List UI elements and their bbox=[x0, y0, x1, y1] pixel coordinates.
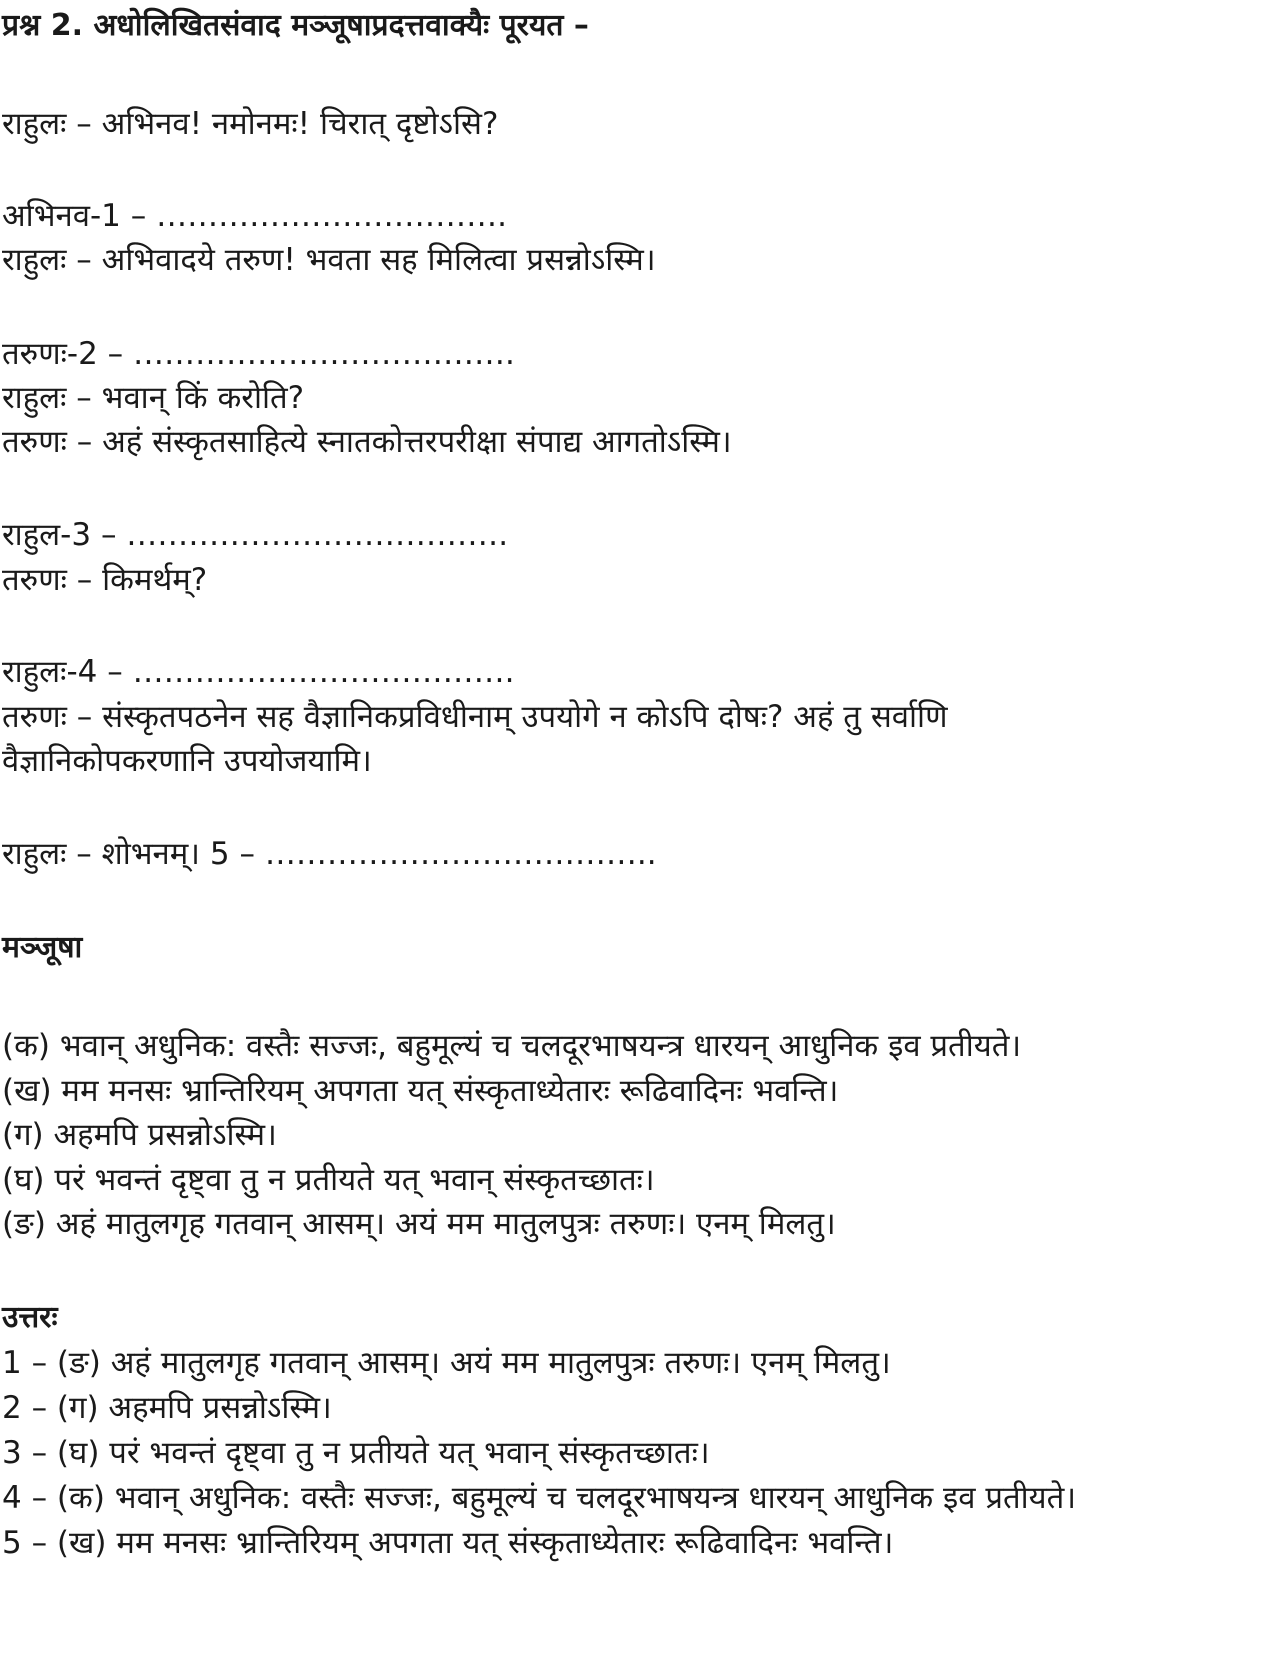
dialogue-blank-line: तरुणः-2 – ………………………………. bbox=[2, 336, 515, 372]
dialogue-blank-line: राहुलः-4 – ………………………………. bbox=[2, 654, 515, 690]
dialogue-line: तरुणः – अहं संस्कृतसाहित्ये स्नातकोत्तरपरीक्षा संपाद्य आगतोऽस्मि। bbox=[2, 424, 732, 460]
question-title: प्रश्न 2. अधोलिखितसंवाद मञ्जूषाप्रदत्तवाक्यैः पूरयत – bbox=[2, 8, 589, 43]
manjusha-heading: मञ्जूषा bbox=[2, 930, 83, 965]
manjusha-option: (ङ) अहं मातुलगृह गतवान् आसम्। अयं मम मातुलपुत्रः तरुणः। एनम् मिलतु। bbox=[2, 1206, 836, 1242]
answer-item: 2 – (ग) अहमपि प्रसन्नोऽस्मि। bbox=[2, 1390, 332, 1426]
answer-item: 4 – (क) भवान् अधुनिक: वस्तैः सज्जः, बहुमूल्यं च चलदूरभाषयन्त्र धारयन् आधुनिक इव प्रतीयते। bbox=[2, 1480, 1077, 1516]
dialogue-line-continued: वैज्ञानिकोपकरणानि उपयोजयामि। bbox=[2, 743, 372, 779]
dialogue-line: राहुलः – भवान् किं करोति? bbox=[2, 380, 305, 416]
dialogue-line: तरुणः – संस्कृतपठनेन सह वैज्ञानिकप्रविधीनाम् उपयोगे न कोऽपि दोषः? अहं तु सर्वाणि bbox=[2, 699, 948, 735]
manjusha-option: (ग) अहमपि प्रसन्नोऽस्मि। bbox=[2, 1117, 277, 1153]
answer-item: 3 – (घ) परं भवन्तं दृष्ट्वा तु न प्रतीयते यत् भवान् संस्कृतच्छातः। bbox=[2, 1435, 710, 1471]
answers-heading: उत्तरः bbox=[2, 1300, 58, 1335]
dialogue-line: तरुणः – किमर्थम्? bbox=[2, 562, 208, 598]
answer-item: 1 – (ङ) अहं मातुलगृह गतवान् आसम्। अयं मम मातुलपुत्रः तरुणः। एनम् मिलतु। bbox=[2, 1345, 891, 1381]
dialogue-blank-line: अभिनव-1 – ……………………………. bbox=[2, 198, 507, 234]
manjusha-option: (घ) परं भवन्तं दृष्ट्वा तु न प्रतीयते यत् भवान् संस्कृतच्छातः। bbox=[2, 1162, 655, 1198]
answer-item: 5 – (ख) मम मनसः भ्रान्तिरियम् अपगता यत् संस्कृताध्येतारः रूढिवादिनः भवन्ति। bbox=[2, 1525, 894, 1561]
manjusha-option: (ख) मम मनसः भ्रान्तिरियम् अपगता यत् संस्कृताध्येतारः रूढिवादिनः भवन्ति। bbox=[2, 1073, 839, 1109]
dialogue-blank-line: राहुलः – शोभनम्। 5 – ……………………………….. bbox=[2, 836, 657, 872]
dialogue-blank-line: राहुल-3 – ………………………………. bbox=[2, 517, 509, 553]
manjusha-option: (क) भवान् अधुनिक: वस्तैः सज्जः, बहुमूल्यं च चलदूरभाषयन्त्र धारयन् आधुनिक इव प्रतीयते। bbox=[2, 1028, 1022, 1064]
dialogue-line: राहुलः – अभिनव! नमोनमः! चिरात् दृष्टोऽसि? bbox=[2, 106, 499, 142]
dialogue-line: राहुलः – अभिवादये तरुण! भवता सह मिलित्वा प्रसन्नोऽस्मि। bbox=[2, 242, 656, 278]
